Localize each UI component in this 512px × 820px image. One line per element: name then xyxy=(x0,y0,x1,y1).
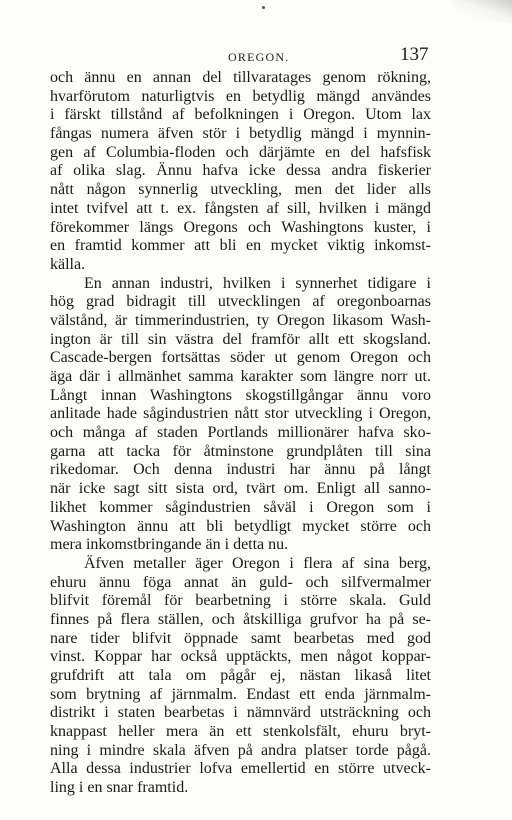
body-text xyxy=(50,69,431,798)
text-line: Långt innan Washingtons skogstillgångar ännu voro xyxy=(50,386,431,404)
text-line: finnes på flera ställen, och åtskilliga grufvor ha på se- xyxy=(50,610,431,628)
text-line: anlitade hade sågindustrien nått stor utveckling i Oregon, xyxy=(50,405,431,423)
text-line: af olika slag. Ännu hafva icke dessa andra fiskerier xyxy=(50,162,431,180)
text-line: grufdrift att tala om pågår ej, nästan likaså litet xyxy=(50,667,431,684)
text-line: distrikt i staten bearbetas i nämnvärd utsträckning och xyxy=(50,704,431,722)
text-line: hög grad bidragit till utvecklingen af oregonboarnas xyxy=(50,293,431,311)
text-line: rikedomar. Och denna industri har ännu på långt xyxy=(50,461,431,479)
text-line: nare tider blifvit öppnade samt bearbetas med god xyxy=(50,629,431,647)
text-line: mera inkomstbringande än i detta nu. xyxy=(50,536,289,554)
text-line: garna att tacka för åtminstone grundplåten till sina xyxy=(50,442,431,460)
text-line: Washington ännu att bli betydligt mycket större och xyxy=(50,517,431,535)
text-line: likhet kommer sågindustrien såväl i Oregon som i xyxy=(50,498,431,516)
text-line: fångas numera äfven stör i betydlig mängd i mynnin- xyxy=(50,125,431,143)
text-line: gen af Columbia-floden och därjämte en del hafsfisk xyxy=(50,143,431,161)
text-line: en framtid kommer att bli en mycket viktig inkomst- xyxy=(50,237,431,255)
text-line: hvarförutom naturligtvis en betydlig mängd användes xyxy=(50,87,431,105)
text-line: som brytning af järnmalm. Endast ett enda järnmalm- xyxy=(50,685,431,703)
text-line: och många af staden Portlands millionärer hafva sko- xyxy=(50,424,431,442)
text-line: blifvit föremål för bearbetning i större skala. Guld xyxy=(50,592,431,610)
ink-speck xyxy=(262,6,265,9)
text-line: intet tvifvel att t. ex. fångsten af sill, hvilken i mängd xyxy=(50,199,431,217)
text-line: ning i mindre skala äfven på andra platser torde pågå. xyxy=(50,741,431,759)
page-corner-shadow xyxy=(452,0,512,22)
text-line: välstånd, är timmerindustrien, ty Oregon likasom Wash- xyxy=(50,311,431,329)
page-number: 137 xyxy=(400,44,429,65)
text-line: nått någon synnerlig utveckling, men det lider alls xyxy=(50,181,431,199)
text-line: förekommer längs Oregons och Washingtons kuster, i xyxy=(50,218,431,236)
running-head: OREGON. xyxy=(228,50,290,64)
text-line: Äfven metaller äger Oregon i flera af sina berg, xyxy=(84,554,431,572)
text-line: Alla dessa industrier lofva emellertid en större utveck- xyxy=(50,760,431,778)
text-line: när icke sagt sitt sista ord, tvärt om. Enligt all sanno- xyxy=(50,480,431,498)
text-line: i färskt tillstånd af befolkningen i Oregon. Utom lax xyxy=(50,106,431,124)
text-line: ling i en snar framtid. xyxy=(50,779,189,797)
text-line: En annan industri, hvilken i synnerhet tidigare i xyxy=(84,274,431,292)
text-line: vinst. Koppar har också upptäckts, men något koppar- xyxy=(50,648,431,666)
text-line: ington är till sin västra del framför allt ett skogsland. xyxy=(50,330,431,348)
text-line: ehuru ännu föga annat än guld- och silfvermalmer xyxy=(50,573,431,591)
text-line: äga där i allmänhet samma karakter som längre norr ut. xyxy=(50,368,431,385)
text-line: källa. xyxy=(50,255,86,273)
text-line: Cascade-bergen fortsättas söder ut genom Oregon och xyxy=(50,349,431,367)
text-line: och ännu en annan del tillvaratages genom rökning, xyxy=(50,69,431,86)
text-line: knappast heller mera än ett stenkolsfält, ehuru bryt- xyxy=(50,723,431,741)
